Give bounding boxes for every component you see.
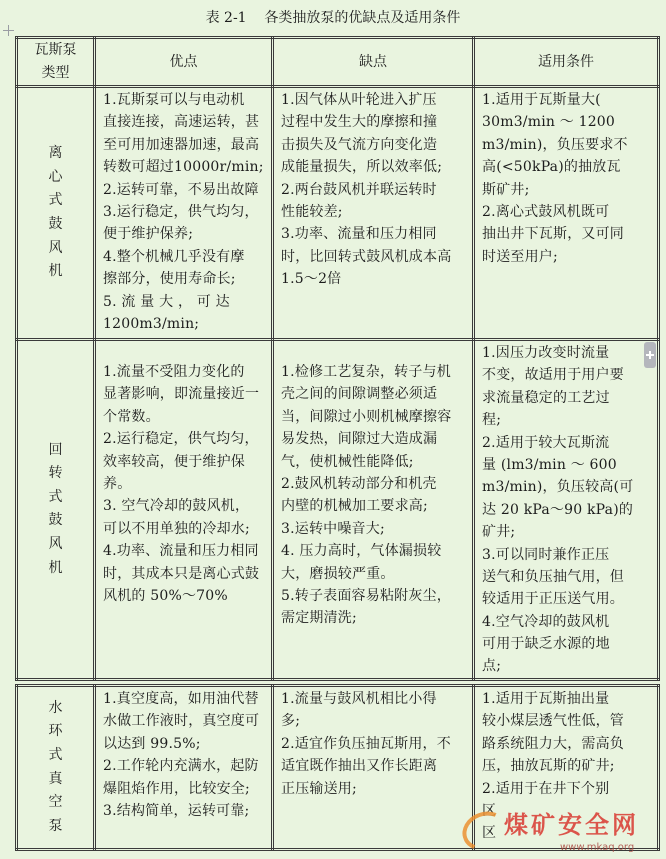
disadvantages-text-line: 性能较差; <box>281 203 343 220</box>
advantages-text-line: 4.整个机械几乎没有摩 <box>103 248 245 265</box>
disadvantages-text-line: 过程中发生大的摩擦和撞 <box>281 114 438 131</box>
advantages-text-line: 2.运行稳定，供气均匀， <box>103 431 259 448</box>
disadvantages-text <box>281 361 468 630</box>
conditions-text-line: 路系统阻力大，需高负 <box>482 735 624 752</box>
pump-type-label: 水环式真空泵 <box>48 699 63 834</box>
conditions-text-line: 达 20 kPa～90 kPa)的 <box>482 501 634 518</box>
disadvantages-text-line: 气，使机械性能降低; <box>281 453 414 470</box>
conditions-text-line: 区 <box>482 825 497 842</box>
conditions-text-line: 2.离心式鼓风机既可 <box>482 203 610 220</box>
disadvantages-text-line: 1.检修工艺复杂，转子与机 <box>281 364 451 380</box>
table-row-water-ring-vacuum-pump <box>17 686 659 850</box>
conditions-text-line: 2.适用于在井下个别 <box>482 780 610 797</box>
advantages-text-line: 1.流量不受阻力变化的 <box>103 364 245 380</box>
pump-type-label: 回转式鼓风机 <box>48 441 63 576</box>
conditions-text-line: 时送至用户; <box>482 248 558 265</box>
advantages-text-line: 2.工作轮内充满水，起防 <box>103 758 259 775</box>
advantages-text-line: 显著影响，即流量接近一 <box>103 386 260 403</box>
advantages-text-line: 3.结构简单，运转可靠; <box>103 802 250 819</box>
conditions-text-line: 1.适用于瓦斯抽出量 <box>482 691 610 707</box>
table-header-row <box>17 38 659 87</box>
disadvantages-text-line: 2.鼓风机转动部分和机壳 <box>281 475 437 492</box>
conditions-text-line: 1.因压力改变时流量 <box>482 345 610 361</box>
advantages-text-line: 直接连接，高速运转，甚 <box>103 114 260 131</box>
conditions-text-line: 2.适用于较大瓦斯流 <box>482 434 610 451</box>
header-pump-type-line: 类型 <box>41 65 70 81</box>
conditions-text <box>482 688 653 845</box>
disadvantages-text-line: 当，间隙过小则机械摩擦容 <box>281 408 452 425</box>
pump-comparison-table <box>15 36 660 681</box>
conditions-text-line: 可用于缺乏水源的地 <box>482 636 610 653</box>
conditions-text-line: 送气和负压抽气用，但 <box>482 568 624 585</box>
conditions-cell[interactable] <box>474 87 659 340</box>
conditions-text-line: 程; <box>482 412 502 429</box>
conditions-text-line: 矿井; <box>482 524 516 541</box>
header-disadvantages: 缺点 <box>359 53 387 70</box>
advantages-text <box>103 688 267 822</box>
table-move-handle-icon[interactable] <box>3 25 14 36</box>
advantages-text-line: 擦部分，使用寿命长; <box>103 271 236 288</box>
disadvantages-text-line: 成能量损失，所以效率低; <box>281 159 443 176</box>
conditions-text-line: 点; <box>482 658 502 675</box>
advantages-text-line: 效率较高，便于维护保 <box>103 453 245 470</box>
advantages-text-line: 时，其成本只是离心式鼓 <box>103 565 260 582</box>
disadvantages-text-line: 时，比回转式鼓风机成本高 <box>281 248 452 265</box>
advantages-text-line: 水做工作液时，真空度可 <box>103 713 260 730</box>
pump-type-cell[interactable] <box>17 87 95 340</box>
advantages-text-line: 3.运行稳定，供气均匀， <box>103 203 259 220</box>
watermark-site-name: 煤矿安全网 <box>504 811 639 839</box>
header-cell-pump-type[interactable] <box>17 38 95 87</box>
disadvantages-text-line: 壳之间的间隙调整必须适 <box>281 386 438 403</box>
disadvantages-cell[interactable] <box>273 87 474 340</box>
disadvantages-text-line: 5.转子表面容易粘附灰尘， <box>281 587 451 604</box>
table-row-rotary-blower <box>17 340 659 680</box>
disadvantages-text-line: 多; <box>281 713 301 730</box>
header-cell-disadvantages[interactable] <box>273 38 474 87</box>
pump-type-label: 离心式鼓风机 <box>48 145 63 280</box>
header-pump-type-line: 瓦斯泵 <box>34 42 77 58</box>
header-cell-conditions[interactable] <box>474 38 659 87</box>
disadvantages-text-line: 大，磨损较严重。 <box>281 565 395 582</box>
conditions-text-line: 1.适用于瓦斯量大( <box>482 92 601 108</box>
advantages-text-line: 1.真空度高，如用油代替 <box>103 691 259 707</box>
disadvantages-text <box>281 89 468 291</box>
disadvantages-text-line: 1.5～2倍 <box>281 271 342 288</box>
conditions-text-line: 4.空气冷却的鼓风机 <box>482 613 610 630</box>
conditions-text <box>482 89 653 268</box>
plus-icon <box>646 351 654 359</box>
conditions-text-line: 3.可以同时兼作正压 <box>482 546 610 563</box>
advantages-text-line: 便于维护保养; <box>103 226 194 243</box>
conditions-text-line: 30m3/min ～ 1200 <box>482 114 616 131</box>
disadvantages-cell[interactable] <box>273 686 474 850</box>
advantages-text-line: 可以不用单独的冷却水; <box>103 520 250 537</box>
conditions-text-line: 抽出井下瓦斯，又可同 <box>482 226 624 243</box>
table-caption: 表 2-1 各类抽放泵的优缺点及适用条件 <box>205 10 461 26</box>
conditions-text-line: 较小煤层透气性低，管 <box>482 713 624 730</box>
disadvantages-text-line: 2.适宜作负压抽瓦斯用，不 <box>281 735 451 752</box>
conditions-text <box>482 342 653 678</box>
disadvantages-text-line: 3.功率、流量和压力相同 <box>281 226 437 243</box>
header-conditions: 适用条件 <box>538 53 594 70</box>
conditions-cell[interactable] <box>474 686 659 850</box>
conditions-text-line: 量 (lm3/min ～ 600 <box>482 456 617 473</box>
disadvantages-text-line: 易发热，间隙过大造成漏 <box>281 431 438 448</box>
disadvantages-text-line: 适宜既作抽出又作长距离 <box>281 758 438 775</box>
disadvantages-text-line: 击损失及气流方向变化造 <box>281 136 438 153</box>
advantages-text-line: 以达到 99.5%; <box>103 735 201 752</box>
pump-comparison-table-continued <box>15 684 660 851</box>
disadvantages-text-line: 内壁的机械加工要求高; <box>281 498 428 515</box>
disadvantages-text-line: 3.运转中噪音大; <box>281 520 385 537</box>
disadvantages-text <box>281 688 468 800</box>
header-pump-type <box>18 39 93 85</box>
advantages-cell[interactable] <box>95 340 273 680</box>
advantages-text-line: 3. 空气冷却的鼓风机， <box>103 498 250 515</box>
pump-type-cell[interactable] <box>17 340 95 680</box>
advantages-text-line: 5. 流 量 大 ， 可 达 <box>103 293 230 310</box>
advantages-text-line: 养。 <box>103 475 132 492</box>
advantages-text-line: 风机的 50%～70% <box>103 587 228 604</box>
conditions-text-line: 不变，故适用于用户要 <box>482 367 624 384</box>
disadvantages-text-line: 需定期清洗; <box>281 610 357 627</box>
conditions-text-line: m3/min)，负压要求不 <box>482 136 628 153</box>
disadvantages-text-line: 正压输送用; <box>281 780 357 797</box>
disadvantages-text-line: 1.因气体从叶轮进入扩压 <box>281 92 437 108</box>
pump-type-cell[interactable] <box>17 686 95 850</box>
add-column-button[interactable] <box>644 342 656 368</box>
conditions-text-line: 斯矿井; <box>482 181 530 198</box>
conditions-cell[interactable] <box>474 340 659 680</box>
advantages-text-line: 1.瓦斯泵可以与电动机 <box>103 92 245 108</box>
disadvantages-cell[interactable] <box>273 340 474 680</box>
disadvantages-text-line: 4. 压力高时，气体漏损较 <box>281 543 442 560</box>
table-row-centrifugal-blower <box>17 87 659 340</box>
header-cell-advantages[interactable] <box>95 38 273 87</box>
advantages-cell[interactable] <box>95 686 273 850</box>
conditions-text-line: 高(<50kPa)的抽放瓦 <box>482 159 621 176</box>
conditions-text-line: m3/min)，负压较高(可 <box>482 479 634 496</box>
header-advantages: 优点 <box>169 53 198 70</box>
advantages-text-line: 至可用加速器加速，最高 <box>103 136 260 153</box>
conditions-text-line: 压，抽放瓦斯的矿井; <box>482 758 615 775</box>
advantages-cell[interactable] <box>95 87 273 340</box>
advantages-text-line: 4.功率、流量和压力相同 <box>103 543 259 560</box>
advantages-text <box>103 89 267 335</box>
advantages-text-line: 个常数。 <box>103 408 160 425</box>
conditions-text-line: 求流量稳定的工艺过 <box>482 389 610 406</box>
advantages-text-line: 转数可超过10000r/min; <box>103 159 264 176</box>
disadvantages-text-line: 2.两台鼓风机并联运转时 <box>281 181 437 198</box>
conditions-text-line: 区 <box>482 802 497 819</box>
advantages-text <box>103 361 267 607</box>
disadvantages-text-line: 1.流量与鼓风机相比小得 <box>281 691 437 707</box>
advantages-text-line: 1200m3/min; <box>103 315 200 332</box>
advantages-text-line: 爆阻焰作用，比较安全; <box>103 780 250 797</box>
conditions-text-line: 较适用于正压送气用。 <box>482 591 624 608</box>
watermark-url: www.mkaq.org <box>560 842 635 853</box>
advantages-text-line: 2.运转可靠，不易出故障 <box>103 181 259 198</box>
